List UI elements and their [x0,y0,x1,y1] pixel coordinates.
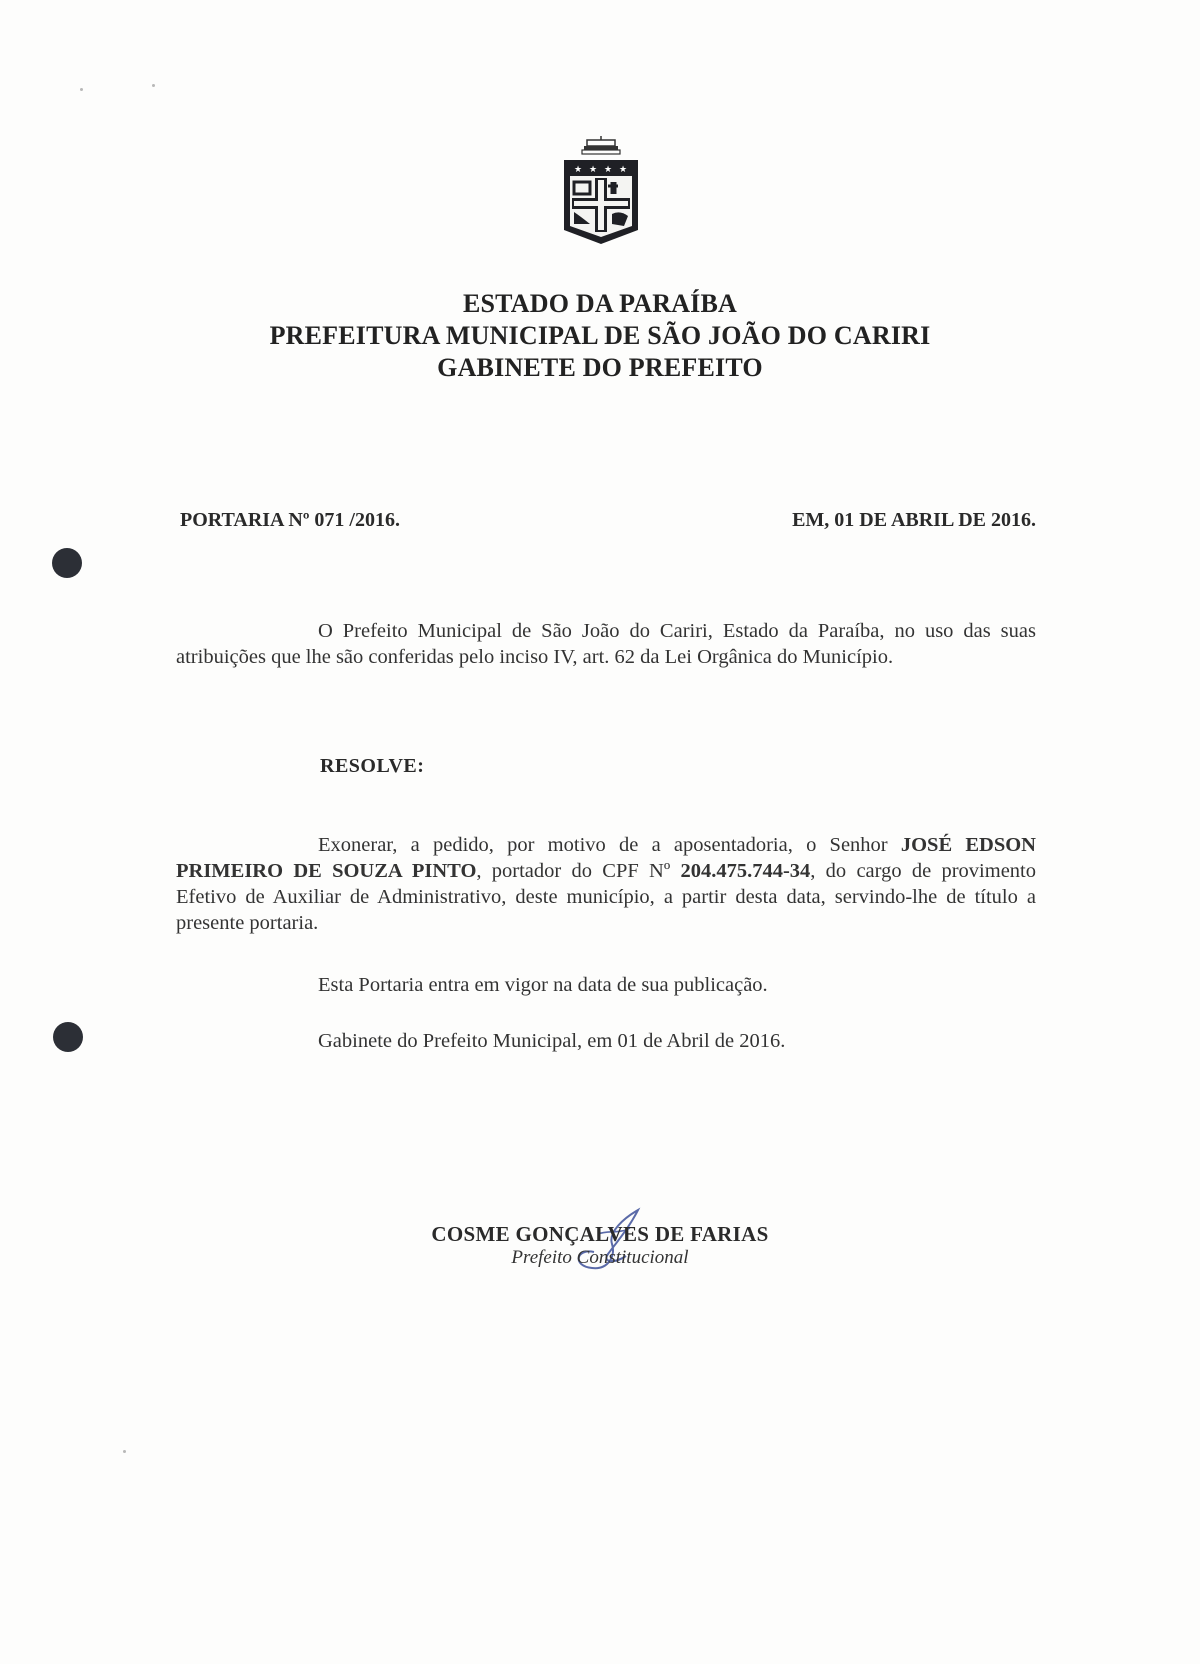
body-text-part4: , deste município, a partir desta data, servindo-lhe de título a presente portaria. [176,886,1036,934]
svg-text:★: ★ [574,165,583,175]
body-paragraph [176,832,1036,936]
scan-speck [80,88,83,91]
portaria-date: EM, 01 DE ABRIL DE 2016. [792,509,1036,531]
portaria-number: PORTARIA Nº 071 /2016. [180,509,400,531]
resolve-heading: RESOLVE: [320,755,425,777]
effective-clause: Esta Portaria entra em vigor na data de sua publicação. [318,974,768,996]
svg-text:★: ★ [604,165,613,175]
punch-hole-bottom [53,1022,83,1052]
punch-hole-top [52,548,82,578]
signature-block [400,1222,800,1269]
header-state: ESTADO DA PARAÍBA [462,289,738,318]
document-header [0,288,1200,384]
signatory-name: COSME GONÇALVES DE FARIAS [431,1222,769,1246]
body-text-part3: , do cargo de provimento Efetivo de Auxiliar de Administrativo [176,860,1036,908]
body-text-part1: Exonerar, a pedido, por motivo de a aposentadoria, o Senhor [318,834,901,856]
svg-text:★: ★ [619,165,628,175]
employee-name: JOSÉ EDSON PRIMEIRO DE SOUZA PINTO [176,834,1036,882]
municipal-crest-icon [560,136,642,248]
svg-text:★: ★ [589,165,598,175]
header-municipality: PREFEITURA MUNICIPAL DE SÃO JOÃO DO CARIRI [269,321,931,350]
scan-speck [152,84,155,87]
employee-cpf: 204.475.744-34 [680,860,811,882]
intro-paragraph: O Prefeito Municipal de São João do Cariri, Estado da Paraíba, no uso das suas atribuições que lhe são conferidas pelo inciso IV, art. 62 da Lei Orgânica do Município. [176,620,1036,668]
signatory-role: Prefeito Constitucional [511,1247,689,1268]
signing-place-date: Gabinete do Prefeito Municipal, em 01 de Abril de 2016. [318,1030,786,1052]
header-office: GABINETE DO PREFEITO [437,353,763,382]
scan-speck [123,1450,126,1453]
body-text-part2: , portador do CPF Nº [476,860,681,882]
